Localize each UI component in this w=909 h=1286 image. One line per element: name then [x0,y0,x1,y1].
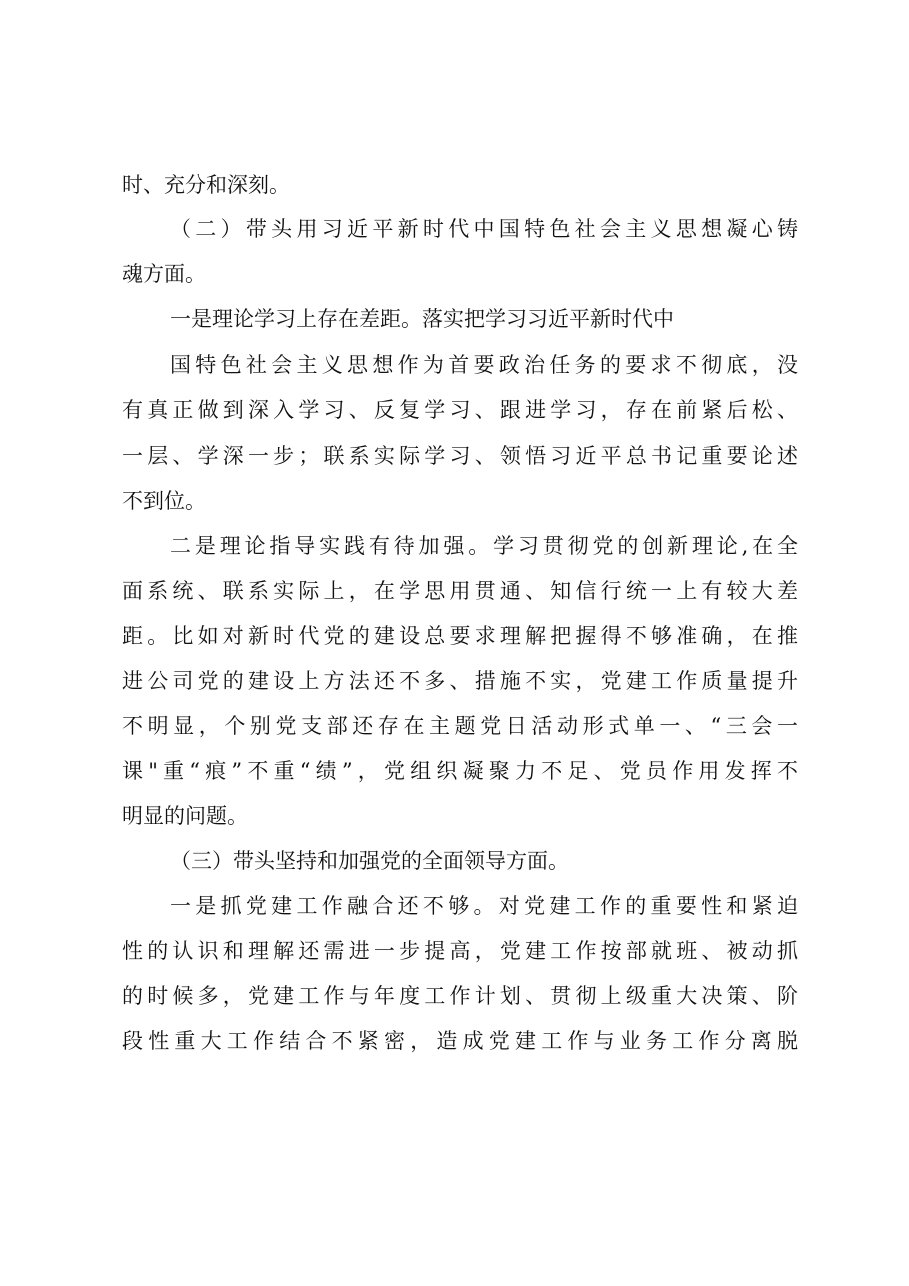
text-line-7: 一层、学深一步；联系实际学习、领悟习近平总书记重要论述 [122,444,798,468]
text-line-19: 的时候多，党建工作与年度工作计划、贯彻上级重大决策、阶 [122,984,798,1008]
text-line-18: 性的认识和理解还需进一步提高，党建工作按部就班、被动抓 [122,939,798,963]
text-line-3: 魂方面。 [122,262,206,286]
section-heading-2: （二）带头用习近平新时代中国特色社会主义思想凝心铸 [170,217,798,241]
text-line-4: 一是理论学习上存在差距。落实把学习习近平新时代中 [170,307,674,331]
text-line-14: 课"重“痕”不重“绩”，党组织凝聚力不足、党员作用发挥不 [122,759,798,783]
text-line-15: 明显的问题。 [122,804,248,828]
text-line-10: 面系统、联系实际上，在学思用贯通、知信行统一上有较大差 [122,579,798,603]
text-line-9: 二是理论指导实践有待加强。学习贯彻党的创新理论,在全 [170,534,798,558]
text-line-20: 段性重大工作结合不紧密，造成党建工作与业务工作分离脱 [122,1029,798,1053]
text-line-8: 不到位。 [122,489,206,513]
text-line-17: 一是抓党建工作融合还不够。对党建工作的重要性和紧迫 [170,894,798,918]
text-line-1: 时、充分和深刻。 [122,173,290,197]
text-line-5: 国特色社会主义思想作为首要政治任务的要求不彻底，没 [170,353,798,377]
text-line-6: 有真正做到深入学习、反复学习、跟进学习，存在前紧后松、 [122,398,798,422]
text-line-11: 距。比如对新时代党的建设总要求理解把握得不够准确，在推 [122,624,798,648]
text-line-13: 不明显，个别党支部还存在主题党日活动形式单一、“三会一 [122,714,798,738]
text-line-12: 进公司党的建设上方法还不多、措施不实，党建工作质量提升 [122,669,798,693]
section-heading-16: （三）带头坚持和加强党的全面领导方面。 [170,849,569,873]
